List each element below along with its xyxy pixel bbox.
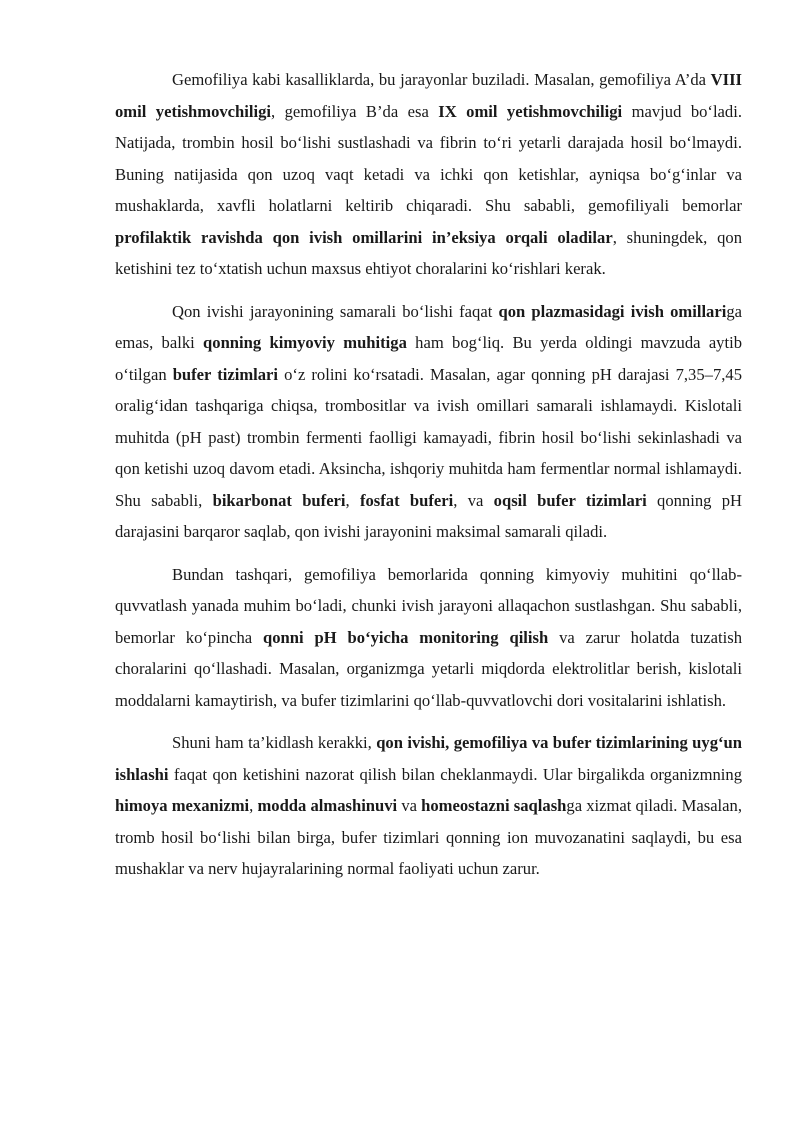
text-run: , shuningdek, qon ketishini tez to‘xtatish uchun maxsus ehtiyot choralarini ko‘rishlari kerak. [115, 227, 742, 278]
text-run: faqat qon ketishini nazorat qilish bilan cheklanmaydi. Ular birgalikda organizmning [168, 764, 742, 784]
bold-text-run: oqsil bufer tizimlari [493, 490, 647, 510]
paragraph [115, 64, 742, 285]
paragraph [115, 296, 742, 548]
text-run: ham bog‘liq. Bu yerda oldingi mavzuda aytib o‘tilgan [115, 333, 742, 384]
bold-text-run: modda almashinuvi [257, 796, 398, 815]
text-run: Bundan tashqari, gemofiliya bemorlarida qonning kimyoviy muhitini qo‘llab-quvvatlash yanada muhim bo‘ladi, chunki ivish jarayoni allaqachon sustlashgan. Shu sababli, bemorlar ko‘pincha [115, 564, 742, 647]
bold-text-run: profilaktik ravishda qon ivish omillarini in’eksiya orqali oladilar [115, 227, 613, 247]
bold-text-run: qonning kimyoviy muhitiga [203, 333, 407, 352]
bold-text-run: qon ivishi, gemofiliya va bufer tizimlarining uyg‘un ishlashi [115, 733, 742, 784]
text-run: ga xizmat qiladi. Masalan, tromb hosil bo‘lishi bilan birga, bufer tizimlari qonning ion muvozanatini saqlaydi, bu esa mushaklar va nerv hujayralarining normal faoliyati uchun zarur. [115, 796, 742, 878]
text-run: Shuni ham ta’kidlash kerakki, [172, 733, 377, 752]
text-run: , [345, 490, 360, 510]
bold-text-run: qonni pH bo‘yicha monitoring qilish [263, 627, 549, 647]
text-run: Qon ivishi jarayonining samarali bo‘lishi faqat [172, 301, 499, 321]
text-run: qonning pH darajasini barqaror saqlab, qon ivishi jarayonini maksimal samarali qiladi. [115, 490, 742, 541]
paragraph [115, 727, 742, 885]
text-run: va zarur holatda tuzatish choralarini qo‘llashadi. Masalan, organizmga yetarli miqdorda elektrolitlar berish, kislotali moddalarni kamaytirish, va bufer tizimlarini qo‘llab-quvvatlovchi dori vositalarini ishlatish. [115, 627, 742, 710]
bold-text-run: bikarbonat buferi [212, 490, 346, 510]
text-run: o‘z rolini ko‘rsatadi. Masalan, agar qonning pH darajasi 7,35–7,45 oralig‘idan tashqariga chiqsa, trombositlar va ivish omillari samarali ishlamaydi. Kislotali muhitda (pH past) trombin fermenti faolligi kamayadi, fibrin hosil bo‘lishi sekinlashadi va qon ketishi uzoq davom etadi. Aksincha, ishqoriy muhitda ham fermentlar normal ishlamaydi. Shu sababli, [115, 364, 742, 510]
bold-text-run: himoya mexanizmi [115, 796, 250, 815]
text-run: , [249, 796, 258, 815]
bold-text-run: VIII omil yetishmovchiligi [115, 70, 742, 121]
bold-text-run: bufer tizimlari [172, 364, 279, 384]
bold-text-run: IX omil yetishmovchiligi [438, 101, 623, 121]
bold-text-run: qon plazmasidagi ivish omillari [498, 301, 727, 321]
text-run: , gemofiliya B’da esa [271, 101, 439, 121]
bold-text-run: homeostazni saqlash [421, 796, 567, 815]
document-page [115, 64, 742, 896]
text-run: , va [453, 490, 494, 510]
text-run: ga emas, balki [115, 301, 742, 352]
text-run: Gemofiliya kabi kasalliklarda, bu jarayonlar buziladi. Masalan, gemofiliya A’da [172, 70, 711, 89]
paragraph [115, 559, 742, 717]
text-run: va [397, 796, 422, 815]
text-run: mavjud bo‘ladi. Natijada, trombin hosil bo‘lishi sustlashadi va fibrin to‘ri yetarli darajada hosil bo‘lmaydi. Buning natijasida qon uzoq vaqt ketadi va ichki qon ketishlar, ayniqsa bo‘g‘inlar va mushaklarda, xavfli holatlarni keltirib chiqaradi. Shu sababli, gemofiliyali bemorlar [115, 101, 742, 215]
bold-text-run: fosfat buferi [359, 490, 454, 510]
